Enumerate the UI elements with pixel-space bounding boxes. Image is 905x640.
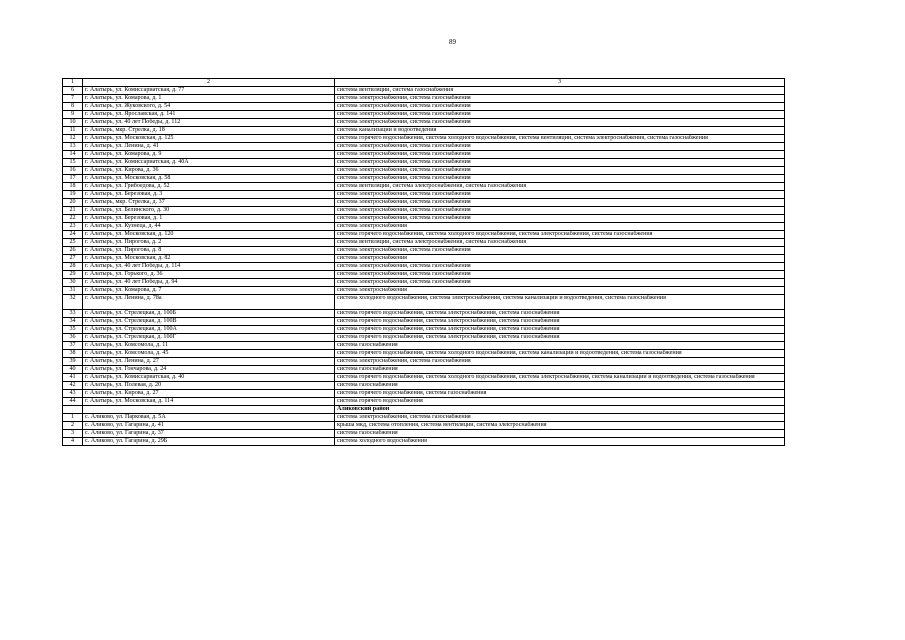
row-number: 28 (63, 263, 83, 271)
row-address: с. Аликово, ул. Парковая, д. 5А (83, 414, 335, 422)
row-systems: система электроснабжения, система газоснабжения (335, 271, 785, 279)
row-systems: система газоснабжения (335, 382, 785, 390)
row-number: 21 (63, 207, 83, 215)
row-address: г. Алатырь, ул. Ленина, д. 27 (83, 358, 335, 366)
table-row (63, 374, 785, 382)
row-number: 4 (63, 438, 83, 446)
row-number: 43 (63, 390, 83, 398)
row-systems: система электроснабжения, система газоснабжения (335, 199, 785, 207)
row-address: г. Алатырь, ул. Комиссариатская, д. 40А (83, 159, 335, 167)
table-row (63, 151, 785, 159)
row-systems: система электроснабжения, система газоснабжения (335, 279, 785, 287)
row-address: г. Алатырь, ул. 40 лет Победы, д. 114 (83, 263, 335, 271)
row-systems: система электроснабжения (335, 223, 785, 231)
row-address: г. Алатырь, ул. Комсомола, д. 45 (83, 350, 335, 358)
row-address: г. Алатырь, ул. Горького, д. 36 (83, 271, 335, 279)
table-row (63, 239, 785, 247)
row-systems: система электроснабжения, система газоснабжения (335, 103, 785, 111)
row-systems: система горячего водоснабжения, система газоснабжения (335, 390, 785, 398)
region-row (63, 406, 785, 414)
row-number: 41 (63, 374, 83, 382)
row-address: г. Алатырь, ул. Комсомола, д. 11 (83, 342, 335, 350)
table-row (63, 438, 785, 446)
row-number: 38 (63, 350, 83, 358)
row-systems: система газоснабжения (335, 430, 785, 438)
row-systems: система канализации и водоотведения (335, 127, 785, 135)
row-address: г. Алатырь, ул. Ленина, д. 78а (83, 295, 335, 310)
row-number: 42 (63, 382, 83, 390)
row-systems: система электроснабжения, система газоснабжения (335, 358, 785, 366)
row-number: 25 (63, 239, 83, 247)
row-systems: система газоснабжения (335, 342, 785, 350)
table-row (63, 175, 785, 183)
row-address: г. Алатырь, ул. Ленина, д. 41 (83, 143, 335, 151)
row-address: г. Алатырь, мкр. Стрелка, д. 18 (83, 127, 335, 135)
row-number: 7 (63, 95, 83, 103)
table-row (63, 159, 785, 167)
table-row (63, 143, 785, 151)
row-number: 22 (63, 215, 83, 223)
row-systems: система горячего водоснабжения, система электроснабжения, система газоснабжения (335, 318, 785, 326)
row-address: г. Алатырь, ул. Комарова, д. 9 (83, 151, 335, 159)
row-number: 13 (63, 143, 83, 151)
row-systems: система холодного водоснабжения, система электроснабжения, система канализации и водоотведения, система газоснабжения (335, 295, 785, 310)
row-number: 20 (63, 199, 83, 207)
row-address: г. Алатырь, ул. Гончарова, д. 24 (83, 366, 335, 374)
row-number: 30 (63, 279, 83, 287)
row-number: 35 (63, 326, 83, 334)
table-row (63, 350, 785, 358)
table-row (63, 390, 785, 398)
row-address: г. Алатырь, ул. Кузнеца, д. 44 (83, 223, 335, 231)
table-row (63, 366, 785, 374)
row-systems: система горячего водоснабжения, система холодного водоснабжения, система электроснабжения, система канализации и водоотведения, система газоснабжения (335, 374, 785, 382)
row-systems: система электроснабжения, система газоснабжения (335, 414, 785, 422)
row-systems: система электроснабжения, система газоснабжения (335, 167, 785, 175)
row-address: г. Алатырь, ул. Стрелецкая, д. 100В (83, 318, 335, 326)
row-address: г. Алатырь, ул. 40 лет Победы, д. 94 (83, 279, 335, 287)
row-number: 15 (63, 159, 83, 167)
table-row (63, 167, 785, 175)
row-systems: система электроснабжения, система газоснабжения (335, 111, 785, 119)
row-systems: система горячего водоснабжения, система электроснабжения, система газоснабжения (335, 326, 785, 334)
row-address: г. Алатырь, мкр. Стрелка, д. 37 (83, 199, 335, 207)
table-header-row (63, 79, 785, 87)
row-number: 9 (63, 111, 83, 119)
row-address: г. Алатырь, ул. Комарова, д. 1 (83, 95, 335, 103)
row-systems: система горячего водоснабжения, система холодного водоснабжения, система электроснабжения, система газоснабжения (335, 231, 785, 239)
table-row (63, 422, 785, 430)
row-address: с. Аликово, ул. Гагарина, д. 29Б (83, 438, 335, 446)
table-row (63, 279, 785, 287)
row-number: 10 (63, 119, 83, 127)
row-systems: система холодного водоснабжения (335, 438, 785, 446)
row-address: с. Аликово, ул. Гагарина, д. 37 (83, 430, 335, 438)
row-address: г. Алатырь, ул. Кирова, д. 27 (83, 390, 335, 398)
row-number: 17 (63, 175, 83, 183)
table-row (63, 87, 785, 95)
row-systems: система горячего водоснабжения, система электроснабжения, система газоснабжения (335, 334, 785, 342)
table-row (63, 414, 785, 422)
table-row (63, 342, 785, 350)
row-systems: система электроснабжения, система газоснабжения (335, 119, 785, 127)
row-number: 39 (63, 358, 83, 366)
table-row (63, 430, 785, 438)
row-address: г. Алатырь, ул. Московская, д. 114 (83, 398, 335, 406)
row-number: 11 (63, 127, 83, 135)
row-number: 18 (63, 183, 83, 191)
row-address: с. Аликово, ул. Гагарина, д. 41 (83, 422, 335, 430)
region-empty-cell (63, 406, 83, 414)
table-row (63, 223, 785, 231)
table-row (63, 95, 785, 103)
row-address: г. Алатырь, ул. Грибоедова, д. 52 (83, 183, 335, 191)
table-row (63, 334, 785, 342)
row-systems: система электроснабжения, система газоснабжения (335, 143, 785, 151)
row-number: 34 (63, 318, 83, 326)
row-number: 8 (63, 103, 83, 111)
row-number: 12 (63, 135, 83, 143)
page-number: 89 (449, 38, 456, 46)
row-address: г. Алатырь, ул. Кирова, д. 36 (83, 167, 335, 175)
objects-table (62, 78, 785, 446)
header-col-1: 1 (63, 79, 83, 87)
row-address: г. Алатырь, ул. Комарова, д. 7 (83, 287, 335, 295)
row-number: 1 (63, 414, 83, 422)
row-number: 31 (63, 287, 83, 295)
row-number: 27 (63, 255, 83, 263)
table-row (63, 207, 785, 215)
row-number: 6 (63, 87, 83, 95)
row-number: 37 (63, 342, 83, 350)
row-address: г. Алатырь, ул. Московская, д. 82 (83, 255, 335, 263)
row-address: г. Алатырь, ул. Березовая, д. 1 (83, 215, 335, 223)
table-row (63, 247, 785, 255)
row-systems: система электроснабжения, система газоснабжения (335, 175, 785, 183)
table-row (63, 271, 785, 279)
row-systems: система газоснабжения (335, 366, 785, 374)
row-systems: система горячего водоснабжения, система холодного водоснабжения, система канализации и водоотведения, система газоснабжения (335, 350, 785, 358)
row-number: 24 (63, 231, 83, 239)
table-row (63, 191, 785, 199)
table-row (63, 183, 785, 191)
table-row (63, 398, 785, 406)
table-row (63, 310, 785, 318)
row-systems: система электроснабжения, система газоснабжения (335, 215, 785, 223)
table-row (63, 119, 785, 127)
table-row (63, 358, 785, 366)
row-systems: система вентиляции, система электроснабжения, система газоснабжения (335, 239, 785, 247)
row-number: 32 (63, 295, 83, 310)
row-number: 23 (63, 223, 83, 231)
table-row (63, 263, 785, 271)
table-row (63, 295, 785, 310)
header-col-2: 2 (83, 79, 335, 87)
row-address: г. Алатырь, ул. Белинского, д. 30 (83, 207, 335, 215)
table-row (63, 135, 785, 143)
header-col-3: 3 (335, 79, 785, 87)
table-row (63, 215, 785, 223)
row-address: г. Алатырь, ул. Пирогова, д. 2 (83, 239, 335, 247)
row-address: г. Алатырь, ул. Комиссариатская, д. 77 (83, 87, 335, 95)
table-row (63, 318, 785, 326)
table-row (63, 127, 785, 135)
row-systems: система электроснабжения (335, 287, 785, 295)
row-systems: система электроснабжения (335, 255, 785, 263)
row-number: 14 (63, 151, 83, 159)
row-systems: система горячего водоснабжения, система холодного водоснабжения, система вентиляции, система электроснабжения, система газоснабжения (335, 135, 785, 143)
table-row (63, 111, 785, 119)
row-number: 33 (63, 310, 83, 318)
region-empty-cell (83, 406, 335, 414)
row-number: 44 (63, 398, 83, 406)
row-number: 3 (63, 430, 83, 438)
row-number: 19 (63, 191, 83, 199)
table-row (63, 326, 785, 334)
row-address: г. Алатырь, ул. Московская, д. 58 (83, 175, 335, 183)
table-row (63, 231, 785, 239)
table-row (63, 287, 785, 295)
row-number: 2 (63, 422, 83, 430)
row-address: г. Алатырь, ул. 40 лет Победы, д. 112 (83, 119, 335, 127)
row-address: г. Алатырь, ул. Комиссариатская, д. 40 (83, 374, 335, 382)
row-address: г. Алатырь, ул. Пирогова, д. 8 (83, 247, 335, 255)
row-address: г. Алатырь, ул. Ярославская, д. 141 (83, 111, 335, 119)
table-row (63, 199, 785, 207)
row-address: г. Алатырь, ул. Жуковского, д. 54 (83, 103, 335, 111)
row-address: г. Алатырь, ул. Березовая, д. 3 (83, 191, 335, 199)
table-row (63, 103, 785, 111)
table-row (63, 255, 785, 263)
row-systems: крыша мкд, система отопления, система вентиляции, система электроснабжения (335, 422, 785, 430)
row-systems: система электроснабжения, система газоснабжения (335, 151, 785, 159)
row-systems: система электроснабжения, система газоснабжения (335, 263, 785, 271)
table-row (63, 382, 785, 390)
row-address: г. Алатырь, ул. Московская, д. 120 (83, 231, 335, 239)
row-number: 26 (63, 247, 83, 255)
row-systems: система электроснабжения, система газоснабжения (335, 207, 785, 215)
row-address: г. Алатырь, ул. Стрелецкая, д. 100Г (83, 334, 335, 342)
row-systems: система горячего водоснабжения, система электроснабжения, система газоснабжения (335, 310, 785, 318)
row-systems: система вентиляции, система газоснабжения (335, 87, 785, 95)
row-number: 40 (63, 366, 83, 374)
region-title: Аликовский район (335, 406, 785, 414)
row-systems: система вентиляции, система электроснабжения, система газоснабжения (335, 183, 785, 191)
row-systems: система горячего водоснабжения (335, 398, 785, 406)
row-address: г. Алатырь, ул. Стрелецкая, д. 100Б (83, 310, 335, 318)
row-address: г. Алатырь, ул. Стрелецкая, д. 100А (83, 326, 335, 334)
row-number: 36 (63, 334, 83, 342)
row-number: 16 (63, 167, 83, 175)
row-address: г. Алатырь, ул. Полевая, д. 20 (83, 382, 335, 390)
row-systems: система электроснабжения, система газоснабжения (335, 159, 785, 167)
row-systems: система электроснабжения, система газоснабжения (335, 247, 785, 255)
row-number: 29 (63, 271, 83, 279)
row-address: г. Алатырь, ул. Московская, д. 125 (83, 135, 335, 143)
row-systems: система электроснабжения, система газоснабжения (335, 95, 785, 103)
row-systems: система электроснабжения, система газоснабжения (335, 191, 785, 199)
